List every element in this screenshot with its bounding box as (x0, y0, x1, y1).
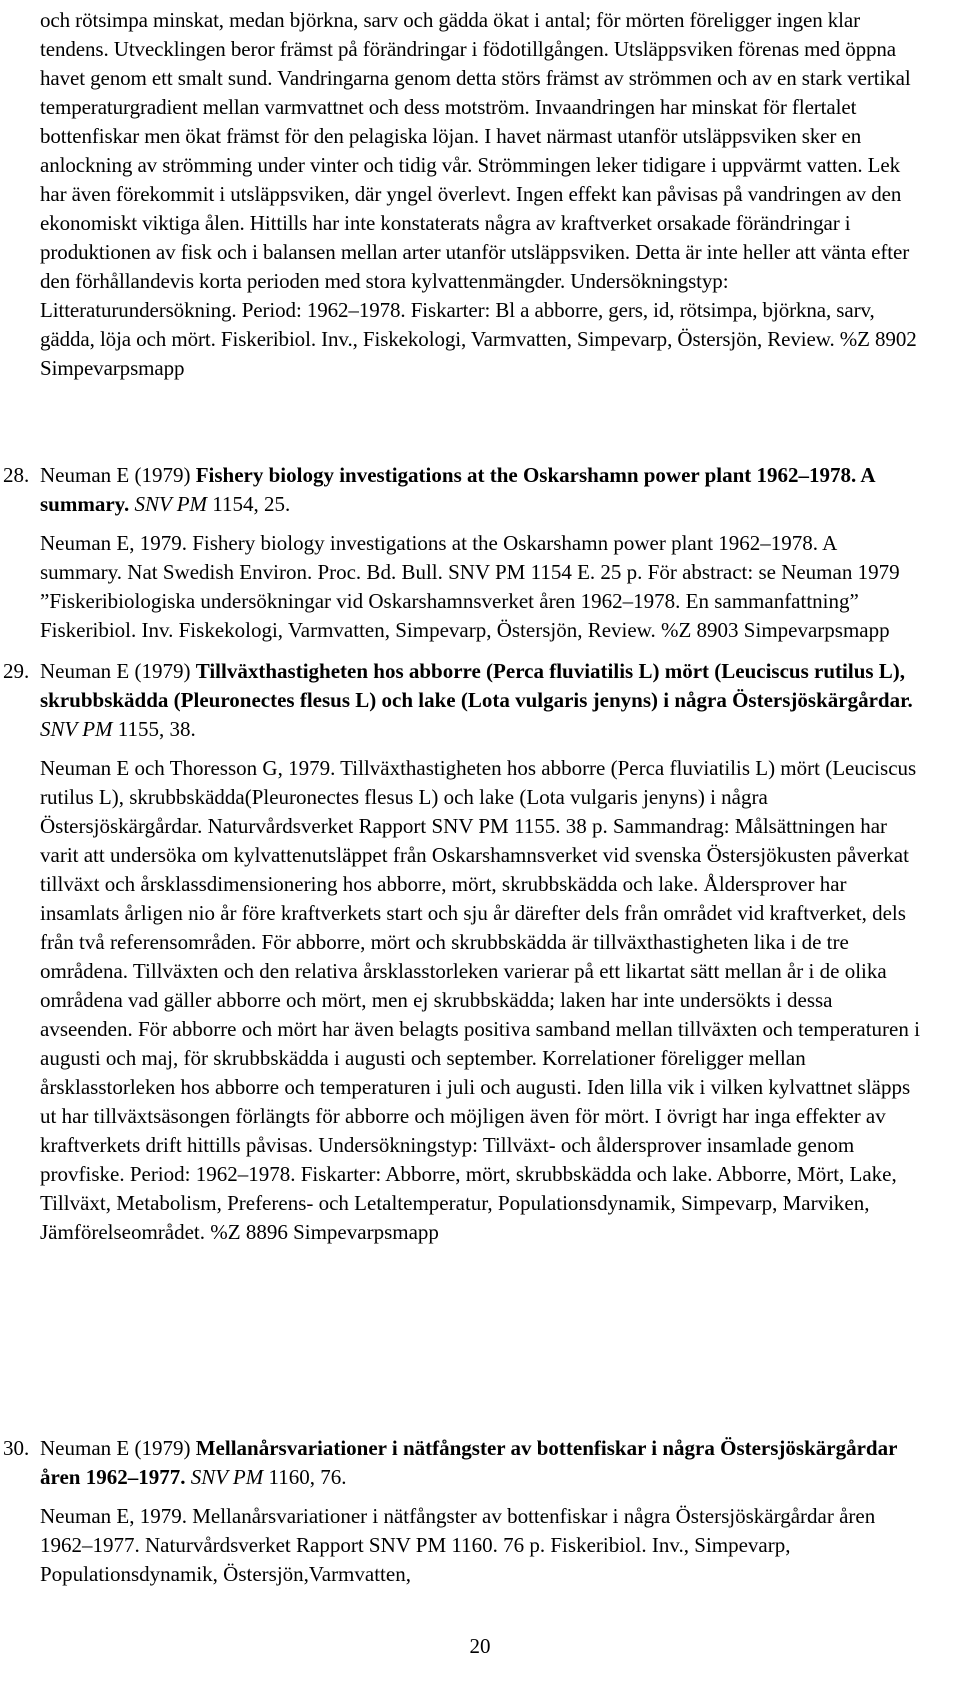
entry-series: SNV PM (40, 717, 113, 741)
entry-series: SNV PM (134, 492, 208, 516)
entry-title: Tillväxthastigheten hos abborre (Perca fluviatilis L) mört (Leuciscus rutilus L), skrubbskädda (Pleuronectes flesus L) och lake (Lota vulgaris jenyns) i några Östersjöskärgårdar (40, 659, 908, 712)
entry-number: 29. (3, 659, 30, 683)
entry-citation: Neuman E (1979) Mellanårsvariationer i nätfångster av bottenfiskar i några Östersjöskärgårdar åren 1962–1977. SNV PM 1160, 76. (40, 1436, 898, 1489)
entry-number: 28. (3, 463, 30, 487)
entry-description (40, 754, 920, 1247)
entry-author: Neuman E (1979) (40, 1436, 191, 1460)
continuation-text: och rötsimpa minskat, medan björkna, sarv och gädda ökat i antal; för mörten föreligger ingen klar tendens. Utvecklingen beror främst på förändringar i födotillgången. Utsläppsviken förenas med öppna havet genom ett smalt sund. Vandringarna genom detta störs främst av strömmen och av en stark vertikal temperaturgradient mellan varmvattnet och dess motström. Invaandringen har minskat för flertalet bottenfiskar men ökat främst för den pelagiska löjan. I havet närmast utanför utsläppsviken sker en anlockning av strömming under vinter och tidig vår. Strömmingen leker tidigare i uppvärmt vatten. Lek har även förekommit i utsläppsviken, där yngel överlevt. Ingen effekt kan påvisas på vandringen av den ekonomiskt viktiga ålen. Hittills har inte konstaterats några av kraftverket orsakade förändringar i produktionen av fisk och i balansen mellan arter utanför utsläppsviken. Detta är inte heller att vänta efter den förhållandevis korta perioden med stora kylvattenmängder. Undersökningstyp: Litteraturundersökning. Period: 1962–1978. Fiskarter: Bl a abborre, gers, id, rötsimpa, björkna, sarv, gädda, löja och mört. Fiskeribiol. Inv., Fiskekologi, Varmvatten, Simpevarp, Östersjön, Review. %Z 8902 Simpevarpsmapp (40, 8, 917, 380)
entry-author: Neuman E (1979) (40, 659, 191, 683)
entry-description-text: Neuman E, 1979. Mellanårsvariationer i nätfångster av bottenfiskar i några Östersjöskärgårdar åren 1962–1977. Naturvårdsverket Rapport SNV PM 1160. 76 p. Fiskeribiol. Inv., Simpevarp, Populationsdynamik, Östersjön,Varmvatten, (40, 1504, 876, 1586)
entry-description (40, 1502, 920, 1589)
entry-series-ref: 1160, 76. (268, 1465, 347, 1489)
entry-series: SNV PM (190, 1465, 264, 1489)
continuation-paragraph (40, 6, 920, 383)
entry-description-text: Neuman E, 1979. Fishery biology investigations at the Oskarshamn power plant 1962–1978. A summary. Nat Swedish Environ. Proc. Bd. Bull. SNV PM 1154 E. 25 p. För abstract: se Neuman 1979 ”Fiskeribiologiska undersökningar vid Oskarshamnsverket åren 1962–1978. En sammanfattning” Fiskeribiol. Inv. Fiskekologi, Varmvatten, Simpevarp, Östersjön, Review. %Z 8903 Simpevarpsmapp (40, 531, 900, 642)
entry-number: 30. (3, 1436, 30, 1460)
entry-series-ref: 1155, 38. (117, 717, 196, 741)
entry-description (40, 529, 920, 645)
entry-citation: Neuman E (1979) Fishery biology investigations at the Oskarshamn power plant 1962–1978. A summary. SNV PM 1154, 25. (40, 463, 875, 516)
entry-citation: Neuman E (1979) Tillväxthastigheten hos abborre (Perca fluviatilis L) mört (Leuciscus rutilus L), skrubbskädda (Pleuronectes flesus L) och lake (Lota vulgaris jenyns) i några Östersjöskärgårdar. SNV PM 1155, 38. (40, 659, 913, 741)
entry-description-text: Neuman E och Thoresson G, 1979. Tillväxthastigheten hos abborre (Perca fluviatilis L) mört (Leuciscus rutilus L), skrubbskädda(Pleuronectes flesus L) och lake (Lota vulgaris jenyns) i några Östersjöskärgårdar. Naturvårdsverket Rapport SNV PM 1155. 38 p. Sammandrag: Målsättningen har varit att undersöka om kylvattenutsläppet från Oskarshamnsverket vid svenska Östersjökusten påverkat tillväxt och årsklassdimensionering hos abborre, mört, skrubbskädda och lake. Åldersprover har insamlats årligen nio år före kraftverkets start och sju år därefter dels från området vid kraftverket, dels från två referensområden. För abborre, mört och skrubbskädda är tillväxthastigheten lika i de tre områdena. Tillväxten och den relativa årsklasstorleken varierar på ett likartat sätt mellan år i de olika områdena vad gäller abborre och mört, men ej skrubbskädda; laken har inte undersökts i dessa avseenden. För abborre och mört har även belagts positiva samband mellan tillväxten och temperaturen i augusti och maj, för skrubbskädda i augusti och september. Korrelationer föreligger mellan årsklasstorleken hos abborre och temperaturen i juli och augusti. Iden lilla vik i vilken kylvattnet släpps ut har tillväxtsäsongen förlängts för abborre och möjligen även för mört. I övrigt har inga effekter av kraftverkets drift hittills påvisas. Undersökningstyp: Tillväxt- och åldersprover insamlade genom provfiske. Period: 1962–1978. Fiskarter: Abborre, mört, skrubbskädda och lake. Abborre, Mört, Lake, Tillväxt, Metabolism, Preferens- och Letaltemperatur, Populationsdynamik, Simpevarp, Marviken, Jämförelseområdet. %Z 8896 Simpevarpsmapp (40, 756, 920, 1244)
entry-series-ref: 1154, 25. (212, 492, 291, 516)
entry-author: Neuman E (1979) (40, 463, 191, 487)
page-number: 20 (469, 1634, 491, 1658)
entry-title: Mellanårsvariationer i nätfångster av bottenfiskar i några Östersjöskärgårdar åren 1962–1977 (40, 1436, 898, 1489)
entry-title: Fishery biology investigations at the Oskarshamn power plant 1962–1978. A summary (40, 463, 875, 516)
